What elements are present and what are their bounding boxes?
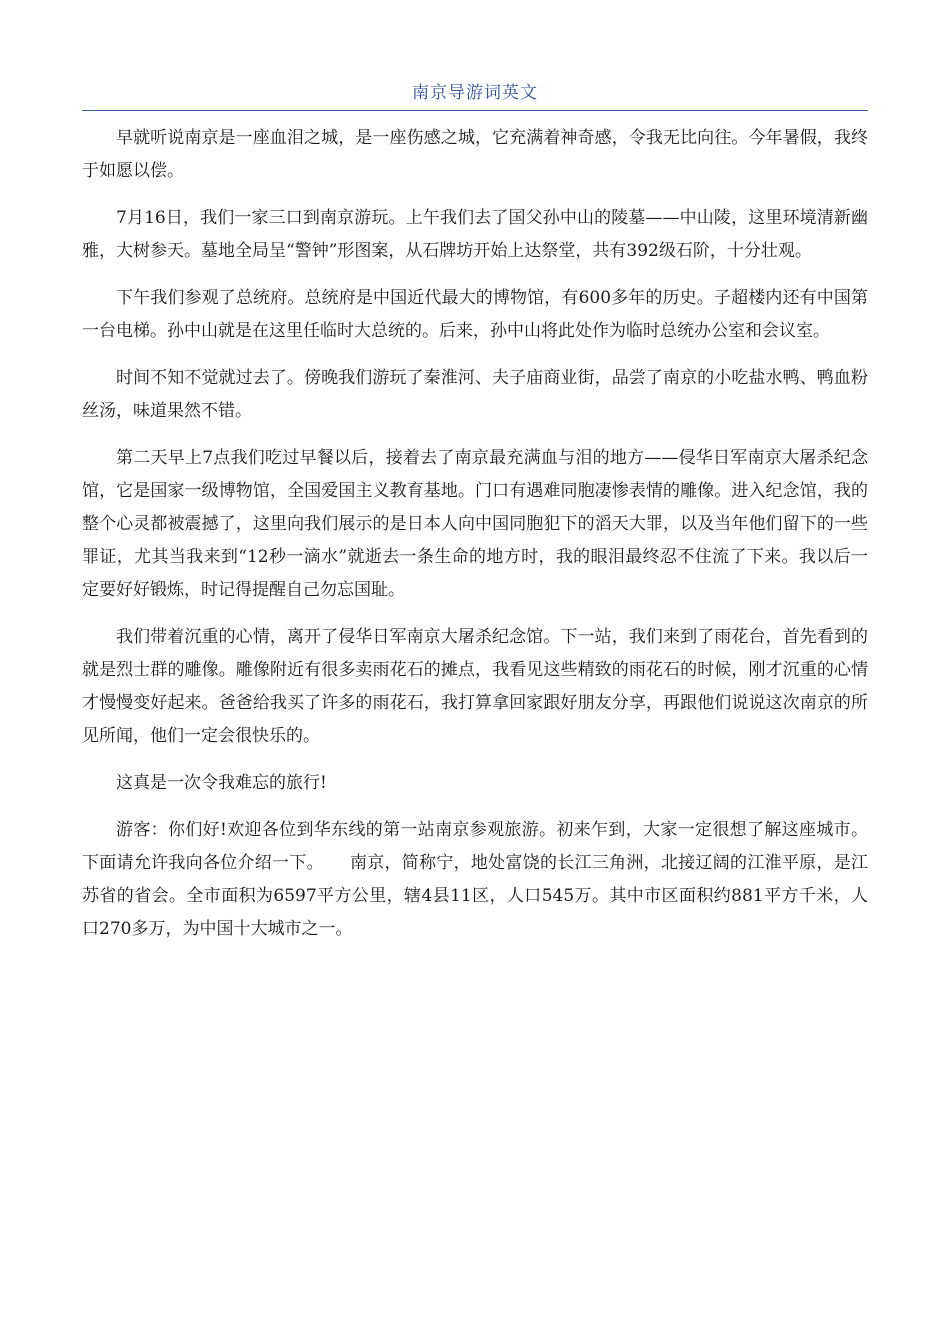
page-header — [82, 80, 868, 111]
paragraph-4: 时间不知不觉就过去了。傍晚我们游玩了秦淮河、夫子庙商业街，品尝了南京的小吃盐水鸭、鸭血粉丝汤，味道果然不错。 — [82, 368, 868, 421]
paragraph-2: 7月16日，我们一家三口到南京游玩。上午我们去了国父孙中山的陵墓——中山陵，这里环境清新幽雅，大树参天。墓地全局呈“警钟”形图案，从石牌坊开始上达祭堂，共有392级石阶，十分壮观。 — [82, 208, 868, 261]
paragraph-7: 这真是一次令我难忘的旅行! — [116, 773, 327, 793]
paragraph-1: 早就听说南京是一座血泪之城，是一座伤感之城，它充满着神奇感，令我无比向往。今年暑假，我终于如愿以偿。 — [82, 128, 868, 181]
page-title: 南京导游词英文 — [412, 83, 538, 103]
paragraph-3: 下午我们参观了总统府。总统府是中国近代最大的博物馆，有600多年的历史。子超楼内还有中国第一台电梯。孙中山就是在这里任临时大总统的。后来，孙中山将此处作为临时总统办公室和会议室。 — [82, 288, 868, 341]
article-body — [82, 122, 868, 960]
paragraph-5: 第二天早上7点我们吃过早餐以后，接着去了南京最充满血与泪的地方——侵华日军南京大屠杀纪念馆，它是国家一级博物馆，全国爱国主义教育基地。门口有遇难同胞凄惨表情的雕像。进入纪念馆，我的整个心灵都被震撼了，这里向我们展示的是日本人向中国同胞犯下的滔天大罪，以及当年他们留下的一些罪证，尤其当我来到“12秒一滴水”就逝去一条生命的地方时，我的眼泪最终忍不住流了下来。我以后一定要好好锻炼，时记得提醒自己勿忘国耻。 — [82, 448, 868, 600]
paragraph-8: 游客：你们好!欢迎各位到华东线的第一站南京参观旅游。初来乍到，大家一定很想了解这座城市。下面请允许我向各位介绍一下。 南京，简称宁，地处富饶的长江三角洲，北接辽阔的江淮平原，是江苏省的省会。全市面积为6597平方公里，辖4县11区，人口545万。其中市区面积约881平方千米，人口270多万，为中国十大城市之一。 — [82, 820, 868, 939]
paragraph-6: 我们带着沉重的心情，离开了侵华日军南京大屠杀纪念馆。下一站，我们来到了雨花台，首先看到的就是烈士群的雕像。雕像附近有很多卖雨花石的摊点，我看见这些精致的雨花石的时候，刚才沉重的心情才慢慢变好起来。爸爸给我买了许多的雨花石，我打算拿回家跟好朋友分享，再跟他们说说这次南京的所见所闻，他们一定会很快乐的。 — [82, 627, 868, 746]
